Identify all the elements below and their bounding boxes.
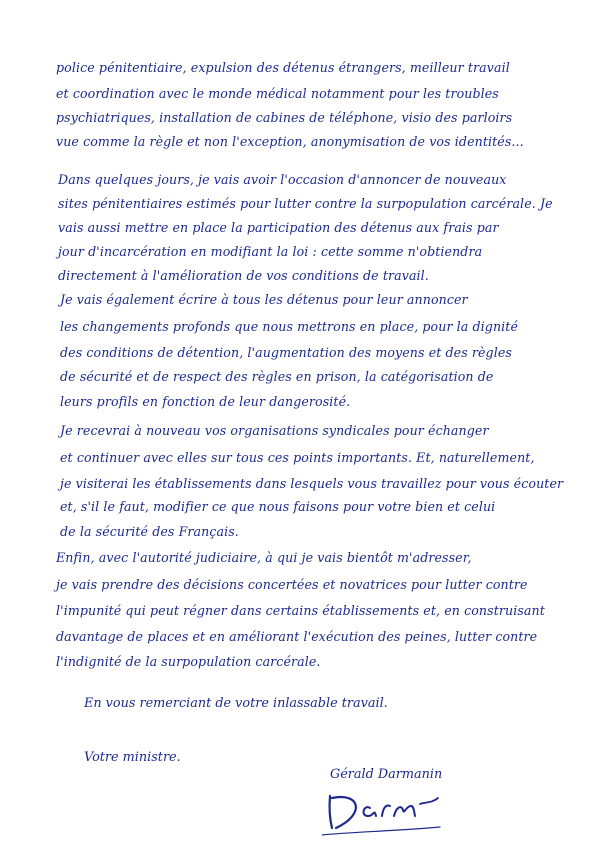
paragraph-2-line-4: jour d'incarcération en modifiant la loi : cette somme n'obtiendra (58, 244, 483, 259)
paragraph-5-line-5: l'indignité de la surpopulation carcérale. (56, 654, 321, 669)
paragraph-1-line-1: police pénitentiaire, expulsion des détenus étrangers, meilleur travail (56, 60, 510, 75)
handwritten-signature (322, 786, 442, 838)
paragraph-3-line-3: des conditions de détention, l'augmentation des moyens et des règles (60, 345, 512, 360)
paragraph-4-line-3: je visiterai les établissements dans lesquels vous travaillez pour vous écouter (60, 476, 564, 491)
paragraph-2-line-2: sites pénitentiaires estimés pour lutter contre la surpopulation carcérale. Je (58, 196, 553, 211)
paragraph-2-line-3: vais aussi mettre en place la participation des détenus aux frais par (58, 220, 499, 235)
paragraph-4-line-2: et continuer avec elles sur tous ces points importants. Et, naturellement, (60, 450, 535, 465)
paragraph-4-line-4: et, s'il le faut, modifier ce que nous faisons pour votre bien et celui (60, 499, 496, 514)
paragraph-3-line-2: les changements profonds que nous mettrons en place, pour la dignité (60, 319, 519, 334)
paragraph-5-line-1: Enfin, avec l'autorité judiciaire, à qui je vais bientôt m'adresser, (56, 550, 472, 565)
sign-off: Votre ministre. (84, 750, 181, 765)
paragraph-3-line-1: Je vais également écrire à tous les détenus pour leur annoncer (60, 292, 468, 307)
paragraph-1-line-2: et coordination avec le monde médical notamment pour les troubles (56, 86, 499, 101)
paragraph-5-line-2: je vais prendre des décisions concertées et novatrices pour lutter contre (56, 577, 528, 592)
paragraph-5-line-4: davantage de places et en améliorant l'exécution des peines, lutter contre (56, 629, 538, 644)
paragraph-5-line-3: l'impunité qui peut régner dans certains établissements et, en construisant (56, 603, 545, 618)
paragraph-1-line-3: psychiatriques, installation de cabines de téléphone, visio des parloirs (56, 110, 513, 125)
closing-line: En vous remerciant de votre inlassable travail. (84, 696, 388, 711)
signer-name: Gérald Darmanin (330, 767, 443, 782)
paragraph-2-line-1: Dans quelques jours, je vais avoir l'occasion d'annoncer de nouveaux (58, 172, 507, 187)
paragraph-2-line-5: directement à l'amélioration de vos conditions de travail. (58, 268, 429, 283)
paragraph-1-line-4: vue comme la règle et non l'exception, anonymisation de vos identités... (56, 134, 524, 149)
paragraph-3-line-4: de sécurité et de respect des règles en prison, la catégorisation de (60, 369, 494, 384)
paragraph-4-line-1: Je recevrai à nouveau vos organisations syndicales pour échanger (60, 423, 489, 438)
paragraph-3-line-5: leurs profils en fonction de leur dangerosité. (60, 394, 351, 409)
paragraph-4-line-5: de la sécurité des Français. (60, 524, 239, 539)
